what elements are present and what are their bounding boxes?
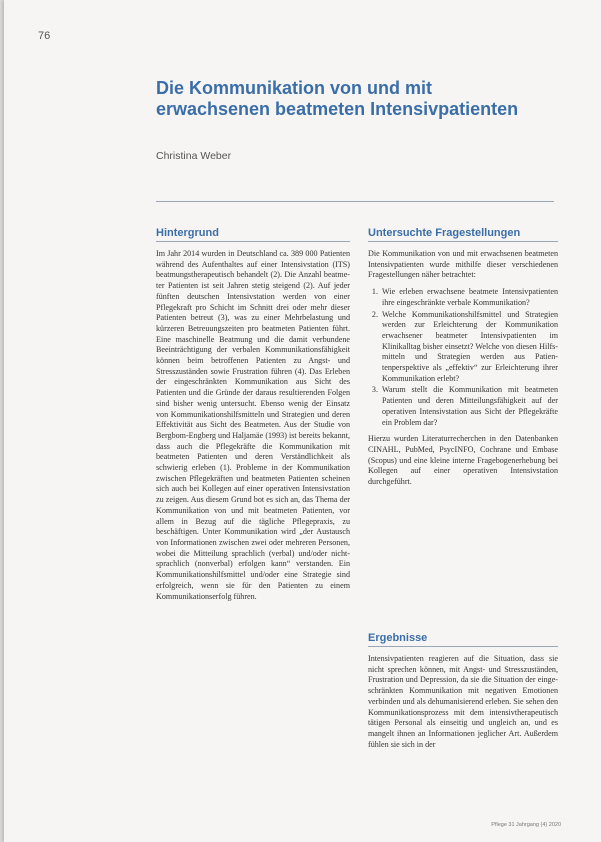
journal-page — [4, 0, 601, 842]
question-item: 2. Welche Kommunikationshilfsmittel und Strategien werden zur Erleichterung der Kommunikation erwachsener beatmeter Intensivpatienten im Klinikalltag bisher einsetzt? Welche von diesen Hilfsmitteln und Strategien werden aus Patientenperspektive als „effektiv“ zur Erleichterung ihrer Kommunikation erlebt? — [380, 310, 558, 385]
section-rule-fragestellungen — [368, 241, 558, 242]
section-rule-hintergrund — [156, 241, 350, 242]
method-paragraph: Hierzu wurden Literaturrecherchen in den Datenbanken CINAHL, PubMed, PsycINFO, Cochrane und Embase (Scopus) und eine kleine interne Fragebogenerhebung bei Kollegen auf einer operativen Intensivstation durchgeführt. — [368, 434, 558, 487]
section-heading-fragestellungen: Untersuchte Fragestellungen — [368, 227, 521, 239]
header-divider — [156, 201, 554, 202]
section-rule-ergebnisse — [368, 646, 558, 647]
section-heading-ergebnisse: Ergebnisse — [368, 632, 428, 644]
hintergrund-paragraph: Im Jahr 2014 wurden in Deutschland ca. 389 000 Patienten während des Aufenthaltes auf einer Intensivstation (ITS) beatmungstherapeutisch behandelt (2). Die Anzahl beatmeter Patienten ist seit Jahren stetig steigend (2). Auf jeder fünften deutschen Intensivstation werden von einer Pflegekraft pro Schicht im Schnitt drei oder mehr dieser Patienten betreut (3), was zu einer Mehrbelastung und kürzeren Betreuungszeiten pro beatmeten Patienten führt. Eine maschinelle Beatmung und die damit verbundene Beeinträchtigung der verbalen Kommunikationsfähigkeit können beim betroffenen Patienten zu Angst- und Stresszuständen sowie Frustration führen (4). Das Erleben der eingeschränkten Kommunikation aus Sicht des Patienten und die Gründe der daraus resultierenden Folgen sind bisher wenig untersucht. Ebenso wenig der Einsatz von Kommunikationshilfsmitteln und Strategien und deren Effektivität aus Sicht des Beatmeten. Aus der Studie von Bergbom-Engberg und Haljamäe (1993) ist bereits bekannt, dass auch die Pflegekräfte die Kommunikation mit beatmeten Patienten und deren Verständlichkeit als schwierig erleben (1). Probleme in der Kommunikation zwischen Pflegekräften und beatmeten Patienten scheinen sich auch bei Kollegen auf einer operativen Intensivstation zu zeigen. Aus diesem Grund bot es sich an, das Thema der Kommunikation von und mit beatmeten Patienten, vor allem in Bezug auf die tägliche Pflegepraxis, zu beschäftigen. Unter Kommunikation wird „der Austausch von Informationen zwischen zwei oder mehreren Personen, wobei die Mitteilung sprachlich (verbal) und/oder nicht-sprachlich (nonverbal) erfolgen kann“ verstanden. Ein Kommunikationshilfsmittel und/oder eine Strategie sind erfolgreich, wenn sie für den Patienten zu einem Kommunikationserfolg führen. — [156, 249, 350, 601]
column-left — [156, 249, 350, 608]
column-right — [368, 249, 558, 494]
question-item: 3. Warum stellt die Kommunikation mit beatmeten Patienten und deren Mitteilungsfähigkeit auf der operativen Intensivstation aus Sicht der Pflegekräfte ein Problem dar? — [380, 385, 558, 428]
page-footer: Pflege 31 Jahrgang (4) 2020 — [491, 822, 561, 828]
fragestellungen-intro: Die Kommunikation von und mit erwachsenen beatmeten Intensivpatienten wurde mithilfe dieser verschiedenen Fragestellungen näher betrachtet: — [368, 249, 558, 280]
page-number: 76 — [38, 30, 51, 42]
article-title: Die Kommunikation von und mit erwachsenen beatmeten Intensivpatienten — [156, 78, 519, 119]
column-right-lower — [368, 654, 558, 756]
question-list — [368, 287, 558, 428]
section-heading-hintergrund: Hintergrund — [156, 227, 219, 239]
ergebnisse-paragraph: Intensivpatienten reagieren auf die Situation, dass sie nicht sprechen können, mit Angst- und Stresszuständen, Frustration und Depression, da sie die Situation der eingeschränkten Kommunikation mit negativen Emotionen verbinden und als dehumanisierend erleben. Sie sehen den Kommunikationsprozess mit dem intensivtherapeutisch tätigen Personal als einseitig und ungleich an, und es mangelt ihnen an Informationen jeglicher Art. Außerdem fühlen sie sich in der — [368, 654, 558, 749]
author-name: Christina Weber — [156, 150, 232, 162]
question-item: 1. Wie erleben erwachsene beatmete Intensivpatienten ihre eingeschränkte verbale Kommunikation? — [380, 287, 558, 308]
